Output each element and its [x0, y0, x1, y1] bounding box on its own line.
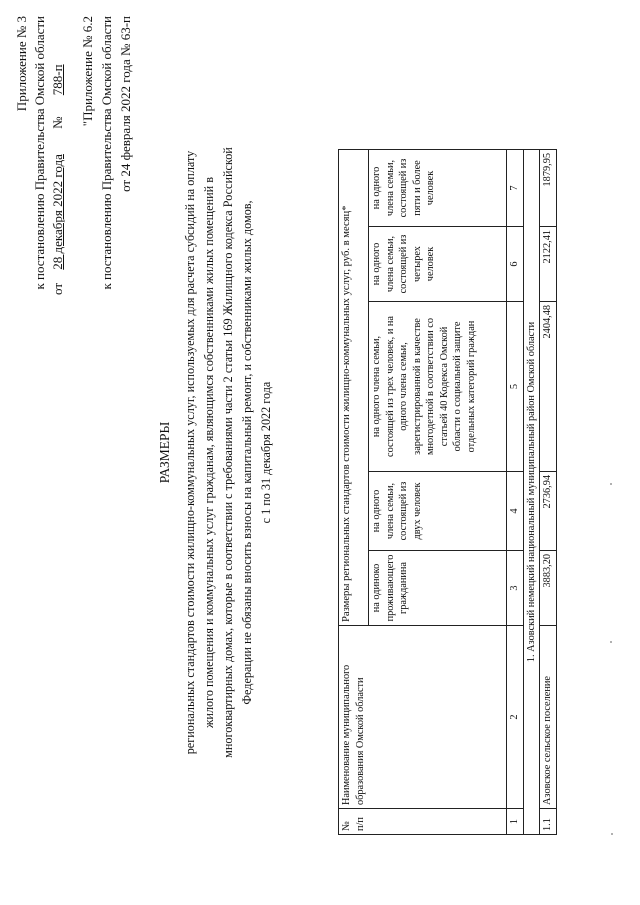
appendix-old-number: "Приложение № 6.2 [80, 16, 95, 127]
title-line-3: многоквартирных домах, которые в соответствии с требованиями части 2 статьи 169 Жилищного кодекса Российской [221, 147, 235, 758]
scan-speck [610, 641, 612, 643]
row-value-four: 2122,41 [540, 227, 557, 302]
row-number: 1.1 [540, 809, 557, 835]
column-number: 5 [507, 302, 524, 472]
resolution-date-old: от 24 февраля 2022 года № 63-п [118, 16, 133, 192]
column-number: 6 [507, 227, 524, 302]
title-line-5: с 1 по 31 декабря 2022 года [259, 381, 273, 524]
title-line-4: Федерации не обязаны вносить взносы на капитальный ремонт, и собственниками жилых домов, [240, 200, 254, 705]
row-value-five: 1879,95 [540, 150, 557, 227]
header-municipality: Наименование муниципального образования Омской области [339, 626, 507, 809]
column-number: 4 [507, 472, 524, 551]
row-value-two: 2736,94 [540, 472, 557, 551]
column-number: 1 [507, 809, 524, 835]
appendix-number: Приложение № 3 [14, 16, 29, 112]
table-row [540, 150, 557, 835]
resolution-line-old: к постановлению Правительства Омской области [99, 16, 114, 290]
title-line-1: региональных стандартов стоимости жилищно-коммунальных услуг, используемых для расчета субсидий на оплату [183, 150, 197, 755]
standards-table [338, 149, 557, 835]
header-single-resident: на одиноко проживающего гражданина [369, 551, 507, 626]
header-standard-sizes: Размеры региональных стандартов стоимости жилищно-коммунальных услуг, руб. в месяц* [339, 150, 369, 626]
header-family-three: на одного члена семьи, состоящей из трех человек, и на одного члена семьи, зарегистрированной в качестве многодетной в соответствии со статьей 40 Кодекса Омской области о социальной защите отдельных категорий граждан [369, 302, 507, 472]
column-number: 2 [507, 626, 524, 809]
row-value-single: 3883,20 [540, 551, 557, 626]
resolution-date: 28 декабря 2022 года [50, 154, 65, 270]
table-header-row [339, 150, 369, 835]
header-family-two: на одного члена семьи, состоящей из двух человек [369, 472, 507, 551]
section-title: 1. Азовский немецкий национальный муниципальный район Омской области [523, 150, 540, 835]
resolution-number: 788-п [50, 64, 65, 96]
resolution-line: к постановлению Правительства Омской области [32, 16, 47, 290]
row-municipality-name: Азовское сельское поселение [540, 626, 557, 809]
scan-speck [610, 483, 612, 485]
resolution-date-line [50, 16, 66, 295]
scan-speck [611, 833, 613, 835]
number-prefix: № [50, 116, 65, 129]
header-family-four: на одного члена семьи, состоящей из четырех человек [369, 227, 507, 302]
row-value-three: 2404,48 [540, 302, 557, 472]
section-row [523, 150, 540, 835]
column-number-row [507, 150, 524, 835]
document-heading: РАЗМЕРЫ [157, 421, 172, 484]
column-number: 7 [507, 150, 524, 227]
title-line-2: жилого помещения и коммунальных услуг гражданам, являющимся собственниками жилых помещений в [202, 177, 216, 728]
header-number: № п/п [339, 809, 507, 835]
date-prefix: от [50, 282, 65, 295]
column-number: 3 [507, 551, 524, 626]
header-family-five: на одного члена семьи, состоящей из пяти и более человек [369, 150, 507, 227]
